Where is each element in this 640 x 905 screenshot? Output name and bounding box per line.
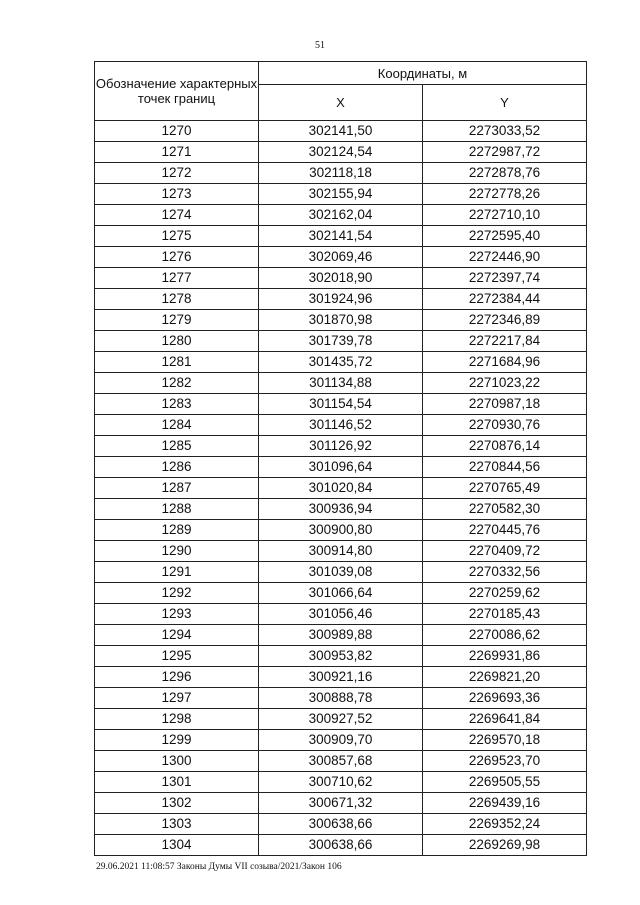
y-coordinate-cell: 2271023,22 [423, 373, 587, 394]
x-coordinate-cell: 300671,32 [259, 793, 423, 814]
y-coordinate-cell: 2272710,10 [423, 205, 587, 226]
y-coordinate-cell: 2270930,76 [423, 415, 587, 436]
table-row [95, 688, 587, 709]
y-coordinate-cell: 2269570,18 [423, 730, 587, 751]
point-id-cell: 1295 [95, 646, 259, 667]
x-coordinate-cell: 301154,54 [259, 394, 423, 415]
x-coordinate-cell: 302162,04 [259, 205, 423, 226]
x-coordinate-cell: 300638,66 [259, 814, 423, 835]
table-row [95, 289, 587, 310]
table-row [95, 772, 587, 793]
point-id-cell: 1272 [95, 163, 259, 184]
point-id-cell: 1284 [95, 415, 259, 436]
table-row [95, 352, 587, 373]
x-coordinate-cell: 301146,52 [259, 415, 423, 436]
table-row [95, 184, 587, 205]
point-id-cell: 1282 [95, 373, 259, 394]
x-coordinate-cell: 300927,52 [259, 709, 423, 730]
y-coordinate-cell: 2270259,62 [423, 583, 587, 604]
points-column-header: Обозначение характерных точек границ [95, 62, 259, 121]
y-coordinate-cell: 2272446,90 [423, 247, 587, 268]
y-coordinate-cell: 2270844,56 [423, 457, 587, 478]
y-column-header: Y [423, 85, 587, 121]
point-id-cell: 1288 [95, 499, 259, 520]
point-id-cell: 1280 [95, 331, 259, 352]
y-coordinate-cell: 2270987,18 [423, 394, 587, 415]
point-id-cell: 1290 [95, 541, 259, 562]
point-id-cell: 1289 [95, 520, 259, 541]
y-coordinate-cell: 2270582,30 [423, 499, 587, 520]
y-coordinate-cell: 2269693,36 [423, 688, 587, 709]
point-id-cell: 1277 [95, 268, 259, 289]
y-coordinate-cell: 2270332,56 [423, 562, 587, 583]
table-row [95, 331, 587, 352]
point-id-cell: 1276 [95, 247, 259, 268]
x-coordinate-cell: 301096,64 [259, 457, 423, 478]
y-coordinate-cell: 2272346,89 [423, 310, 587, 331]
table-row [95, 373, 587, 394]
x-coordinate-cell: 300936,94 [259, 499, 423, 520]
point-id-cell: 1294 [95, 625, 259, 646]
y-coordinate-cell: 2272595,40 [423, 226, 587, 247]
y-coordinate-cell: 2272778,26 [423, 184, 587, 205]
point-id-cell: 1286 [95, 457, 259, 478]
y-coordinate-cell: 2271684,96 [423, 352, 587, 373]
point-id-cell: 1301 [95, 772, 259, 793]
point-id-cell: 1292 [95, 583, 259, 604]
y-coordinate-cell: 2269931,86 [423, 646, 587, 667]
y-coordinate-cell: 2272384,44 [423, 289, 587, 310]
coordinates-table [94, 61, 587, 856]
x-coordinate-cell: 301924,96 [259, 289, 423, 310]
y-coordinate-cell: 2269352,24 [423, 814, 587, 835]
point-id-cell: 1273 [95, 184, 259, 205]
x-coordinate-cell: 300900,80 [259, 520, 423, 541]
y-coordinate-cell: 2270185,43 [423, 604, 587, 625]
x-column-header: X [259, 85, 423, 121]
point-id-cell: 1271 [95, 142, 259, 163]
table-row [95, 394, 587, 415]
table-row [95, 226, 587, 247]
table-row [95, 814, 587, 835]
y-coordinate-cell: 2270086,62 [423, 625, 587, 646]
y-coordinate-cell: 2270445,76 [423, 520, 587, 541]
table-row [95, 415, 587, 436]
x-coordinate-cell: 300921,16 [259, 667, 423, 688]
x-coordinate-cell: 301126,92 [259, 436, 423, 457]
point-id-cell: 1279 [95, 310, 259, 331]
page-number: 51 [315, 40, 325, 51]
x-coordinate-cell: 301435,72 [259, 352, 423, 373]
x-coordinate-cell: 301870,98 [259, 310, 423, 331]
table-row [95, 541, 587, 562]
x-coordinate-cell: 301039,08 [259, 562, 423, 583]
point-id-cell: 1303 [95, 814, 259, 835]
table-row [95, 142, 587, 163]
y-coordinate-cell: 2272397,74 [423, 268, 587, 289]
table-row [95, 751, 587, 772]
coordinates-column-header: Координаты, м [259, 62, 587, 85]
point-id-cell: 1270 [95, 121, 259, 142]
y-coordinate-cell: 2269523,70 [423, 751, 587, 772]
y-coordinate-cell: 2272217,84 [423, 331, 587, 352]
point-id-cell: 1298 [95, 709, 259, 730]
point-id-cell: 1278 [95, 289, 259, 310]
x-coordinate-cell: 300888,78 [259, 688, 423, 709]
x-coordinate-cell: 302141,50 [259, 121, 423, 142]
point-id-cell: 1297 [95, 688, 259, 709]
x-coordinate-cell: 302155,94 [259, 184, 423, 205]
point-id-cell: 1302 [95, 793, 259, 814]
table-row [95, 709, 587, 730]
y-coordinate-cell: 2273033,52 [423, 121, 587, 142]
x-coordinate-cell: 300909,70 [259, 730, 423, 751]
y-coordinate-cell: 2269439,16 [423, 793, 587, 814]
document-footer: 29.06.2021 11:08:57 Законы Думы VII созыва/2021/Закон 106 [96, 862, 342, 872]
point-id-cell: 1287 [95, 478, 259, 499]
point-id-cell: 1274 [95, 205, 259, 226]
table-row [95, 835, 587, 856]
table-row [95, 625, 587, 646]
y-coordinate-cell: 2269821,20 [423, 667, 587, 688]
x-coordinate-cell: 300638,66 [259, 835, 423, 856]
x-coordinate-cell: 300914,80 [259, 541, 423, 562]
table-row [95, 436, 587, 457]
x-coordinate-cell: 302118,18 [259, 163, 423, 184]
point-id-cell: 1296 [95, 667, 259, 688]
y-coordinate-cell: 2272878,76 [423, 163, 587, 184]
table-row [95, 457, 587, 478]
y-coordinate-cell: 2270409,72 [423, 541, 587, 562]
point-id-cell: 1281 [95, 352, 259, 373]
x-coordinate-cell: 301066,64 [259, 583, 423, 604]
table-body [95, 121, 587, 856]
y-coordinate-cell: 2269505,55 [423, 772, 587, 793]
table-row [95, 499, 587, 520]
x-coordinate-cell: 302124,54 [259, 142, 423, 163]
x-coordinate-cell: 300953,82 [259, 646, 423, 667]
y-coordinate-cell: 2270765,49 [423, 478, 587, 499]
table-row [95, 562, 587, 583]
x-coordinate-cell: 300989,88 [259, 625, 423, 646]
point-id-cell: 1300 [95, 751, 259, 772]
x-coordinate-cell: 302069,46 [259, 247, 423, 268]
point-id-cell: 1283 [95, 394, 259, 415]
point-id-cell: 1299 [95, 730, 259, 751]
x-coordinate-cell: 300857,68 [259, 751, 423, 772]
point-id-cell: 1293 [95, 604, 259, 625]
table-row [95, 730, 587, 751]
table-row [95, 793, 587, 814]
x-coordinate-cell: 302018,90 [259, 268, 423, 289]
point-id-cell: 1304 [95, 835, 259, 856]
y-coordinate-cell: 2272987,72 [423, 142, 587, 163]
x-coordinate-cell: 302141,54 [259, 226, 423, 247]
point-id-cell: 1275 [95, 226, 259, 247]
table-row [95, 163, 587, 184]
table-row [95, 667, 587, 688]
point-id-cell: 1285 [95, 436, 259, 457]
table-row [95, 604, 587, 625]
y-coordinate-cell: 2270876,14 [423, 436, 587, 457]
x-coordinate-cell: 301134,88 [259, 373, 423, 394]
table-row [95, 520, 587, 541]
table-row [95, 121, 587, 142]
table-row [95, 646, 587, 667]
table-row [95, 583, 587, 604]
table-header-row [95, 62, 587, 85]
x-coordinate-cell: 301056,46 [259, 604, 423, 625]
table-row [95, 268, 587, 289]
table-row [95, 478, 587, 499]
x-coordinate-cell: 301020,84 [259, 478, 423, 499]
x-coordinate-cell: 301739,78 [259, 331, 423, 352]
y-coordinate-cell: 2269269,98 [423, 835, 587, 856]
table-row [95, 205, 587, 226]
table-row [95, 247, 587, 268]
x-coordinate-cell: 300710,62 [259, 772, 423, 793]
table-row [95, 310, 587, 331]
point-id-cell: 1291 [95, 562, 259, 583]
y-coordinate-cell: 2269641,84 [423, 709, 587, 730]
